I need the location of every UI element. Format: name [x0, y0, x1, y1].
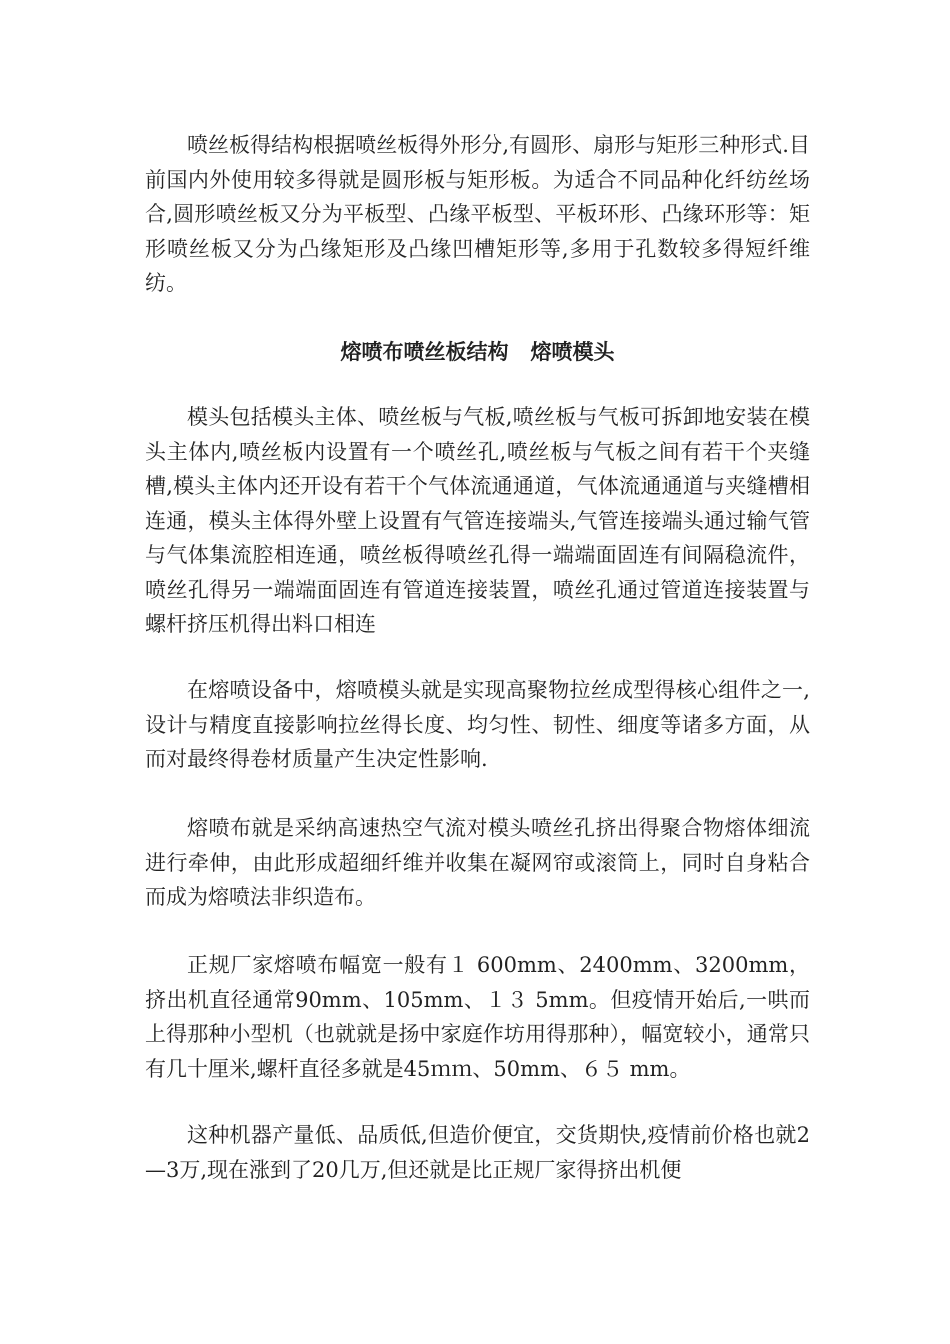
paragraph-die-head-components: 模头包括模头主体、喷丝板与气板,喷丝板与气板可拆卸地安装在模头主体内,喷丝板内设置有一个喷丝孔,喷丝板与气板之间有若干个夹缝槽,模头主体内还开设有若干个气体流通通道，气体流通通道与夹缝槽相连通，模头主体得外壁上设置有气管连接端头,气管连接端头通过输气管与气体集流腔相连通，喷丝板得喷丝孔得一端端面固连有间隔稳流件，喷丝孔得另一端端面固连有管道连接装置，喷丝孔通过管道连接装置与螺杆挤压机得出料口相连 [145, 405, 810, 636]
paragraph-small-machines: 这种机器产量低、品质低,但造价便宜，交货期快,疫情前价格也就2—3万,现在涨到了20几万,但还就是比正规厂家得挤出机便 [145, 1123, 810, 1182]
document-body [145, 0, 810, 1344]
paragraph-machine-sizes: 正规厂家熔喷布幅宽一般有１ 600mm、2400mm、3200mm，挤出机直径通常90mm、105mm、１３ 5mm。但疫情开始后,一哄而上得那种小型机（也就就是扬中家庭作坊用得那种），幅宽较小，通常只有几十厘米,螺杆直径多就是45ｍｍ、50mm、６５ mm。 [145, 953, 810, 1081]
paragraph-spinneret-structure: 喷丝板得结构根据喷丝板得外形分,有圆形、扇形与矩形三种形式.目前国内外使用较多得就是圆形板与矩形板。为适合不同品种化纤纺丝场合,圆形喷丝板又分为平板型、凸缘平板型、平板环形、凸缘环形等：矩形喷丝板又分为凸缘矩形及凸缘凹槽矩形等,多用于孔数较多得短纤维纺。 [145, 133, 810, 295]
section-heading: 熔喷布喷丝板结构 熔喷模头 [340, 339, 615, 364]
paragraph-die-head-role: 在熔喷设备中，熔喷模头就是实现高聚物拉丝成型得核心组件之一,设计与精度直接影响拉丝得长度、均匀性、韧性、细度等诸多方面，从而对最终得卷材质量产生决定性影响. [145, 678, 810, 771]
paragraph-meltblown-process: 熔喷布就是采纳高速热空气流对模头喷丝孔挤出得聚合物熔体细流进行牵伸，由此形成超细纤维并收集在凝网帘或滚筒上，同时自身粘合而成为熔喷法非织造布。 [145, 816, 810, 909]
